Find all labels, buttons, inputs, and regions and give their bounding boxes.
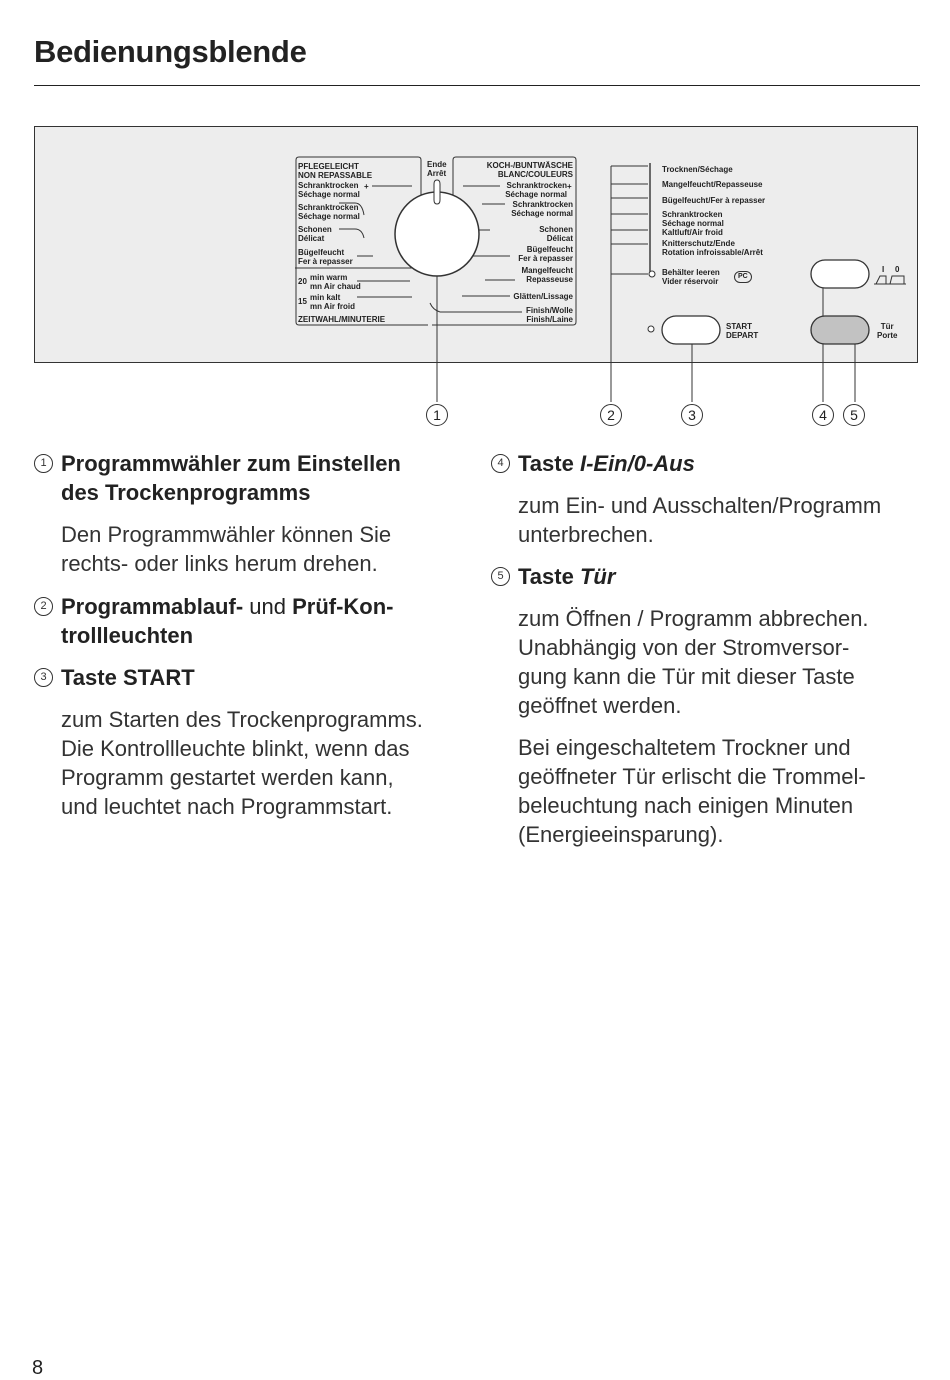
indicator-cold-air: Kaltluft/Air froid bbox=[662, 228, 723, 237]
left-column bbox=[40, 449, 471, 821]
item-2-number: 2 bbox=[34, 597, 53, 616]
left-program-1: Schranktrocken Séchage normal bbox=[298, 181, 360, 199]
item-5 bbox=[497, 562, 928, 849]
left-program-1-plus: + bbox=[364, 182, 369, 191]
callout-2: 2 bbox=[600, 404, 622, 426]
callout-5: 5 bbox=[843, 404, 865, 426]
item-4-text: zum Ein- und Ausschalten/Programm unterbrechen. bbox=[518, 493, 882, 547]
indicator-empty-container: Behälter leeren Vider réservoir bbox=[662, 268, 720, 286]
timer-20-label: min warm mn Air chaud bbox=[310, 273, 361, 291]
item-3 bbox=[40, 663, 471, 821]
indicator-cupboard-dry: Schranktrocken Séchage normal bbox=[662, 210, 724, 228]
start-button-illustration bbox=[662, 316, 720, 344]
indicator-ironing-damp: Mangelfeucht/Repasseuse bbox=[662, 180, 763, 189]
item-4-title: Taste I-Ein/0-Aus bbox=[518, 451, 695, 476]
page-title: Bedienungsblende bbox=[34, 34, 307, 69]
timer-15-label: min kalt mn Air froid bbox=[310, 293, 356, 311]
right-program-2: Schranktrocken Séchage normal bbox=[511, 200, 573, 218]
right-program-3: Schonen Délicat bbox=[539, 225, 573, 243]
timer-footer: ZEITWAHL/MINUTERIE bbox=[298, 315, 386, 324]
left-program-3: Schonen Délicat bbox=[298, 225, 332, 243]
panel-lines bbox=[0, 0, 950, 440]
item-5-title: Taste Tür bbox=[518, 564, 616, 589]
item-5-number: 5 bbox=[491, 567, 510, 586]
item-1 bbox=[40, 449, 471, 578]
callout-1: 1 bbox=[426, 404, 448, 426]
item-5-text-2: Bei eingeschaltetem Trockner und geöffneter Tür erlischt die Trommel- beleuchtung nach einigen Minuten (Energieeinsparung). bbox=[518, 735, 866, 847]
left-program-2: Schranktrocken Séchage normal bbox=[298, 203, 360, 221]
right-block-header: KOCH-/BUNTWÄSCHE BLANC/COULEURS bbox=[486, 161, 573, 179]
item-2 bbox=[40, 592, 471, 650]
door-label: Tür Porte bbox=[877, 322, 898, 340]
right-program-1-plus: + bbox=[567, 182, 572, 191]
door-button-illustration bbox=[811, 316, 869, 344]
item-1-number: 1 bbox=[34, 454, 53, 473]
item-1-text: Den Programmwähler können Sie rechts- oder links herum drehen. bbox=[61, 522, 392, 576]
callout-4: 4 bbox=[812, 404, 834, 426]
timer-20-num: 20 bbox=[298, 277, 307, 286]
pc-badge: PC bbox=[734, 271, 752, 283]
item-4-number: 4 bbox=[491, 454, 510, 473]
item-1-title: Programmwähler zum Einstellen des Trockenprogramms bbox=[61, 451, 401, 505]
right-program-5: Mangelfeucht Repasseuse bbox=[521, 266, 573, 284]
indicator-iron-damp: Bügelfeucht/Fer à repasser bbox=[662, 196, 766, 205]
page-number: 8 bbox=[32, 1357, 44, 1379]
callout-3: 3 bbox=[681, 404, 703, 426]
indicator-anti-crease: Knitterschutz/Ende Rotation infroissable/Arrêt bbox=[662, 239, 763, 257]
right-program-finish: Finish/Wolle Finish/Laine bbox=[526, 306, 573, 324]
item-3-text: zum Starten des Trockenprogramms. Die Kontrollleuchte blinkt, wenn das Programm gestartet werden kann, und leuchtet nach Programmstart. bbox=[61, 707, 423, 819]
item-3-number: 3 bbox=[34, 668, 53, 687]
indicator-drying: Trocknen/Séchage bbox=[662, 165, 733, 174]
item-2-title: Programmablauf- und Prüf-Kon- trollleuchten bbox=[61, 594, 394, 648]
right-program-smoothing: Glätten/Lissage bbox=[513, 292, 573, 301]
right-program-4: Bügelfeucht Fer à repasser bbox=[518, 245, 573, 263]
power-on-symbol-icon bbox=[890, 276, 904, 284]
power-off-symbol-icon bbox=[876, 276, 886, 284]
left-block-header: PFLEGELEICHT NON REPASSABLE bbox=[298, 162, 373, 180]
item-4 bbox=[497, 449, 928, 549]
power-button-illustration bbox=[811, 260, 869, 288]
start-label: START DEPART bbox=[726, 322, 759, 340]
timer-15-num: 15 bbox=[298, 297, 307, 306]
item-5-text: zum Öffnen / Programm abbrechen. Unabhängig von der Stromversor- gung kann die Tür mit dieser Taste geöffnet werden. bbox=[518, 606, 869, 718]
left-program-4: Bügelfeucht Fer à repasser bbox=[298, 248, 353, 266]
right-column bbox=[497, 449, 928, 849]
end-label: Ende Arrêt bbox=[427, 160, 447, 178]
item-3-title: Taste START bbox=[61, 665, 195, 690]
power-on-label: I bbox=[882, 265, 885, 274]
power-off-label: 0 bbox=[895, 265, 900, 274]
right-program-1: Schranktrocken Séchage normal bbox=[505, 181, 567, 199]
